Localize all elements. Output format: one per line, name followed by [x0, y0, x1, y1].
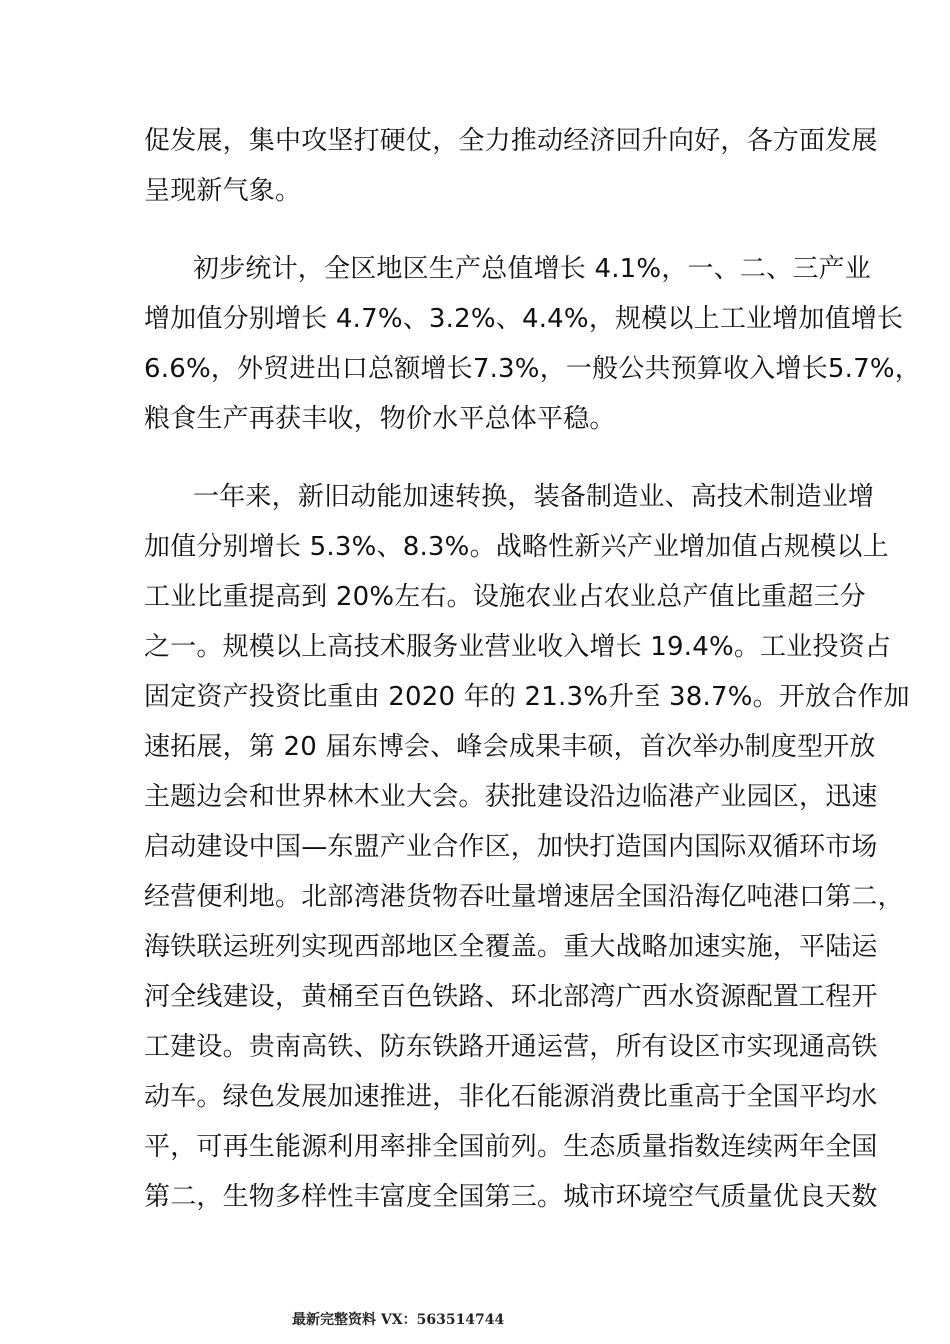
paragraph-3-line-3: 工业比重提高到 20%左右。设施农业占农业总产值比重超三分 — [144, 582, 866, 612]
paragraph-2-line-3: 6.6%，外贸进出口总额增长7.3%，一般公共预算收入增长5.7%， — [144, 354, 921, 384]
paragraph-2-line-2: 增加值分别增长 4.7%、3.2%、4.4%，规模以上工业增加值增长 — [144, 304, 904, 334]
footer-contact-text: 最新完整资料 VX：563514744 — [292, 1312, 505, 1328]
paragraph-2-line-4: 粮食生产再获丰收，物价水平总体平稳。 — [144, 404, 616, 434]
paragraph-3-line-13: 动车。绿色发展加速推进，非化石能源消费比重高于全国平均水 — [144, 1082, 878, 1112]
paragraph-3-line-8: 启动建设中国—东盟产业合作区，加快打造国内国际双循环市场 — [144, 832, 878, 862]
paragraph-3-line-10: 海铁联运班列实现西部地区全覆盖。重大战略加速实施，平陆运 — [144, 932, 878, 962]
paragraph-3-line-4: 之一。规模以上高技术服务业营业收入增长 19.4%。工业投资占 — [144, 632, 892, 662]
paragraph-3-line-6: 速拓展，第 20 届东博会、峰会成果丰硕，首次举办制度型开放 — [144, 732, 876, 762]
paragraph-3-line-2: 加值分别增长 5.3%、8.3%。战略性新兴产业增加值占规模以上 — [144, 532, 889, 562]
paragraph-3-line-5: 固定资产投资比重由 2020 年的 21.3%升至 38.7%。开放合作加 — [144, 682, 910, 712]
paragraph-3-line-12: 工建设。贵南高铁、防东铁路开通运营，所有设区市实现通高铁 — [144, 1032, 878, 1062]
paragraph-3-line-11: 河全线建设，黄桶至百色铁路、环北部湾广西水资源配置工程开 — [144, 982, 878, 1012]
paragraph-1-line-2: 呈现新气象。 — [144, 176, 302, 206]
paragraph-3-line-14: 平，可再生能源利用率排全国前列。生态质量指数连续两年全国 — [144, 1132, 878, 1162]
paragraph-3-line-15: 第二，生物多样性丰富度全国第三。城市环境空气质量优良天数 — [144, 1182, 878, 1212]
paragraph-3-line-7: 主题边会和世界林木业大会。获批建设沿边临港产业园区，迅速 — [144, 782, 878, 812]
paragraph-3-line-9: 经营便利地。北部湾港货物吞吐量增速居全国沿海亿吨港口第二， — [144, 882, 904, 912]
paragraph-3-line-1: 一年来，新旧动能加速转换，装备制造业、高技术制造业增 — [193, 482, 875, 512]
paragraph-1-line-1: 促发展，集中攻坚打硬仗，全力推动经济回升向好，各方面发展 — [144, 126, 878, 156]
paragraph-2-line-1: 初步统计，全区地区生产总值增长 4.1%，一、二、三产业 — [193, 254, 871, 284]
